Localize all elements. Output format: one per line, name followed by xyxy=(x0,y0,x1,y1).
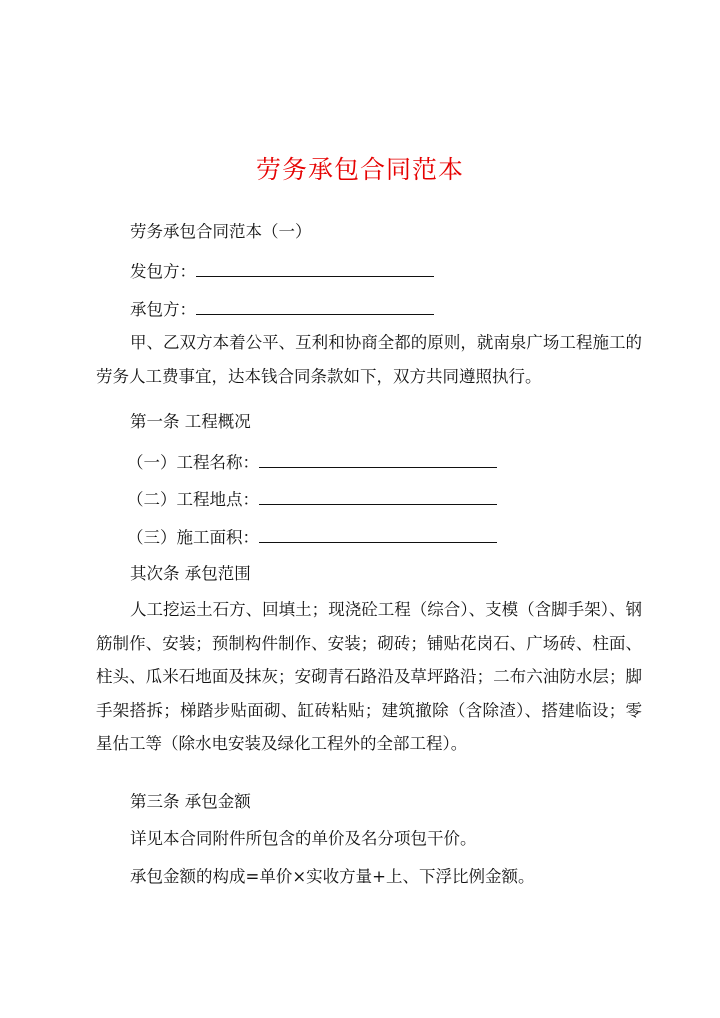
item1-blank xyxy=(259,451,497,468)
item2-blank xyxy=(259,488,497,505)
party-b-line xyxy=(130,298,670,320)
party-a-line xyxy=(130,260,670,282)
intro-paragraph: 甲、乙双方本着公平、互利和协商全都的原则，就南泉广场工程施工的劳务人工费事宜，达本钱合同条款如下，双方共同遵照执行。 xyxy=(96,333,642,386)
party-a-label: 发包方： xyxy=(130,262,196,281)
item2-label: （二）工程地点： xyxy=(127,490,259,509)
party-b-label: 承包方： xyxy=(130,300,196,319)
article3-line2: 承包金额的构成=单价×实收方量+上、下浮比例金额。 xyxy=(130,867,535,886)
article3-heading: 第三条 承包金额 xyxy=(130,792,251,811)
article2-body: 人工挖运土石方、回填土；现浇砼工程（综合）、支模（含脚手架）、钢筋制作、安装；预制构件制作、安装；砌砖；铺贴花岗石、广场砖、柱面、柱头、瓜米石地面及抹灰；安砌青石路沿及草坪路沿；二布六油防水层；脚手架搭拆；梯踏步贴面砌、缸砖粘贴；建筑撤除（含除渣）、搭建临设；零星估工等（除水电安装及绿化工程外的全部工程）。 xyxy=(96,600,642,753)
article1-item3 xyxy=(127,526,667,548)
item3-blank xyxy=(259,526,497,543)
article1-heading: 第一条 工程概况 xyxy=(130,412,251,431)
article3-line1: 详见本合同附件所包含的单价及名分项包干价。 xyxy=(130,829,477,848)
article1-item2 xyxy=(127,488,667,510)
article2-heading: 其次条 承包范围 xyxy=(130,564,251,583)
article1-item1 xyxy=(127,451,667,473)
document-title: 劳务承包合同范本 xyxy=(255,155,464,184)
item1-label: （一）工程名称： xyxy=(127,453,259,472)
party-b-blank xyxy=(196,298,434,315)
subtitle: 劳务承包合同范本（一） xyxy=(130,222,312,241)
party-a-blank xyxy=(196,260,434,277)
item3-label: （三）施工面积： xyxy=(127,528,259,547)
